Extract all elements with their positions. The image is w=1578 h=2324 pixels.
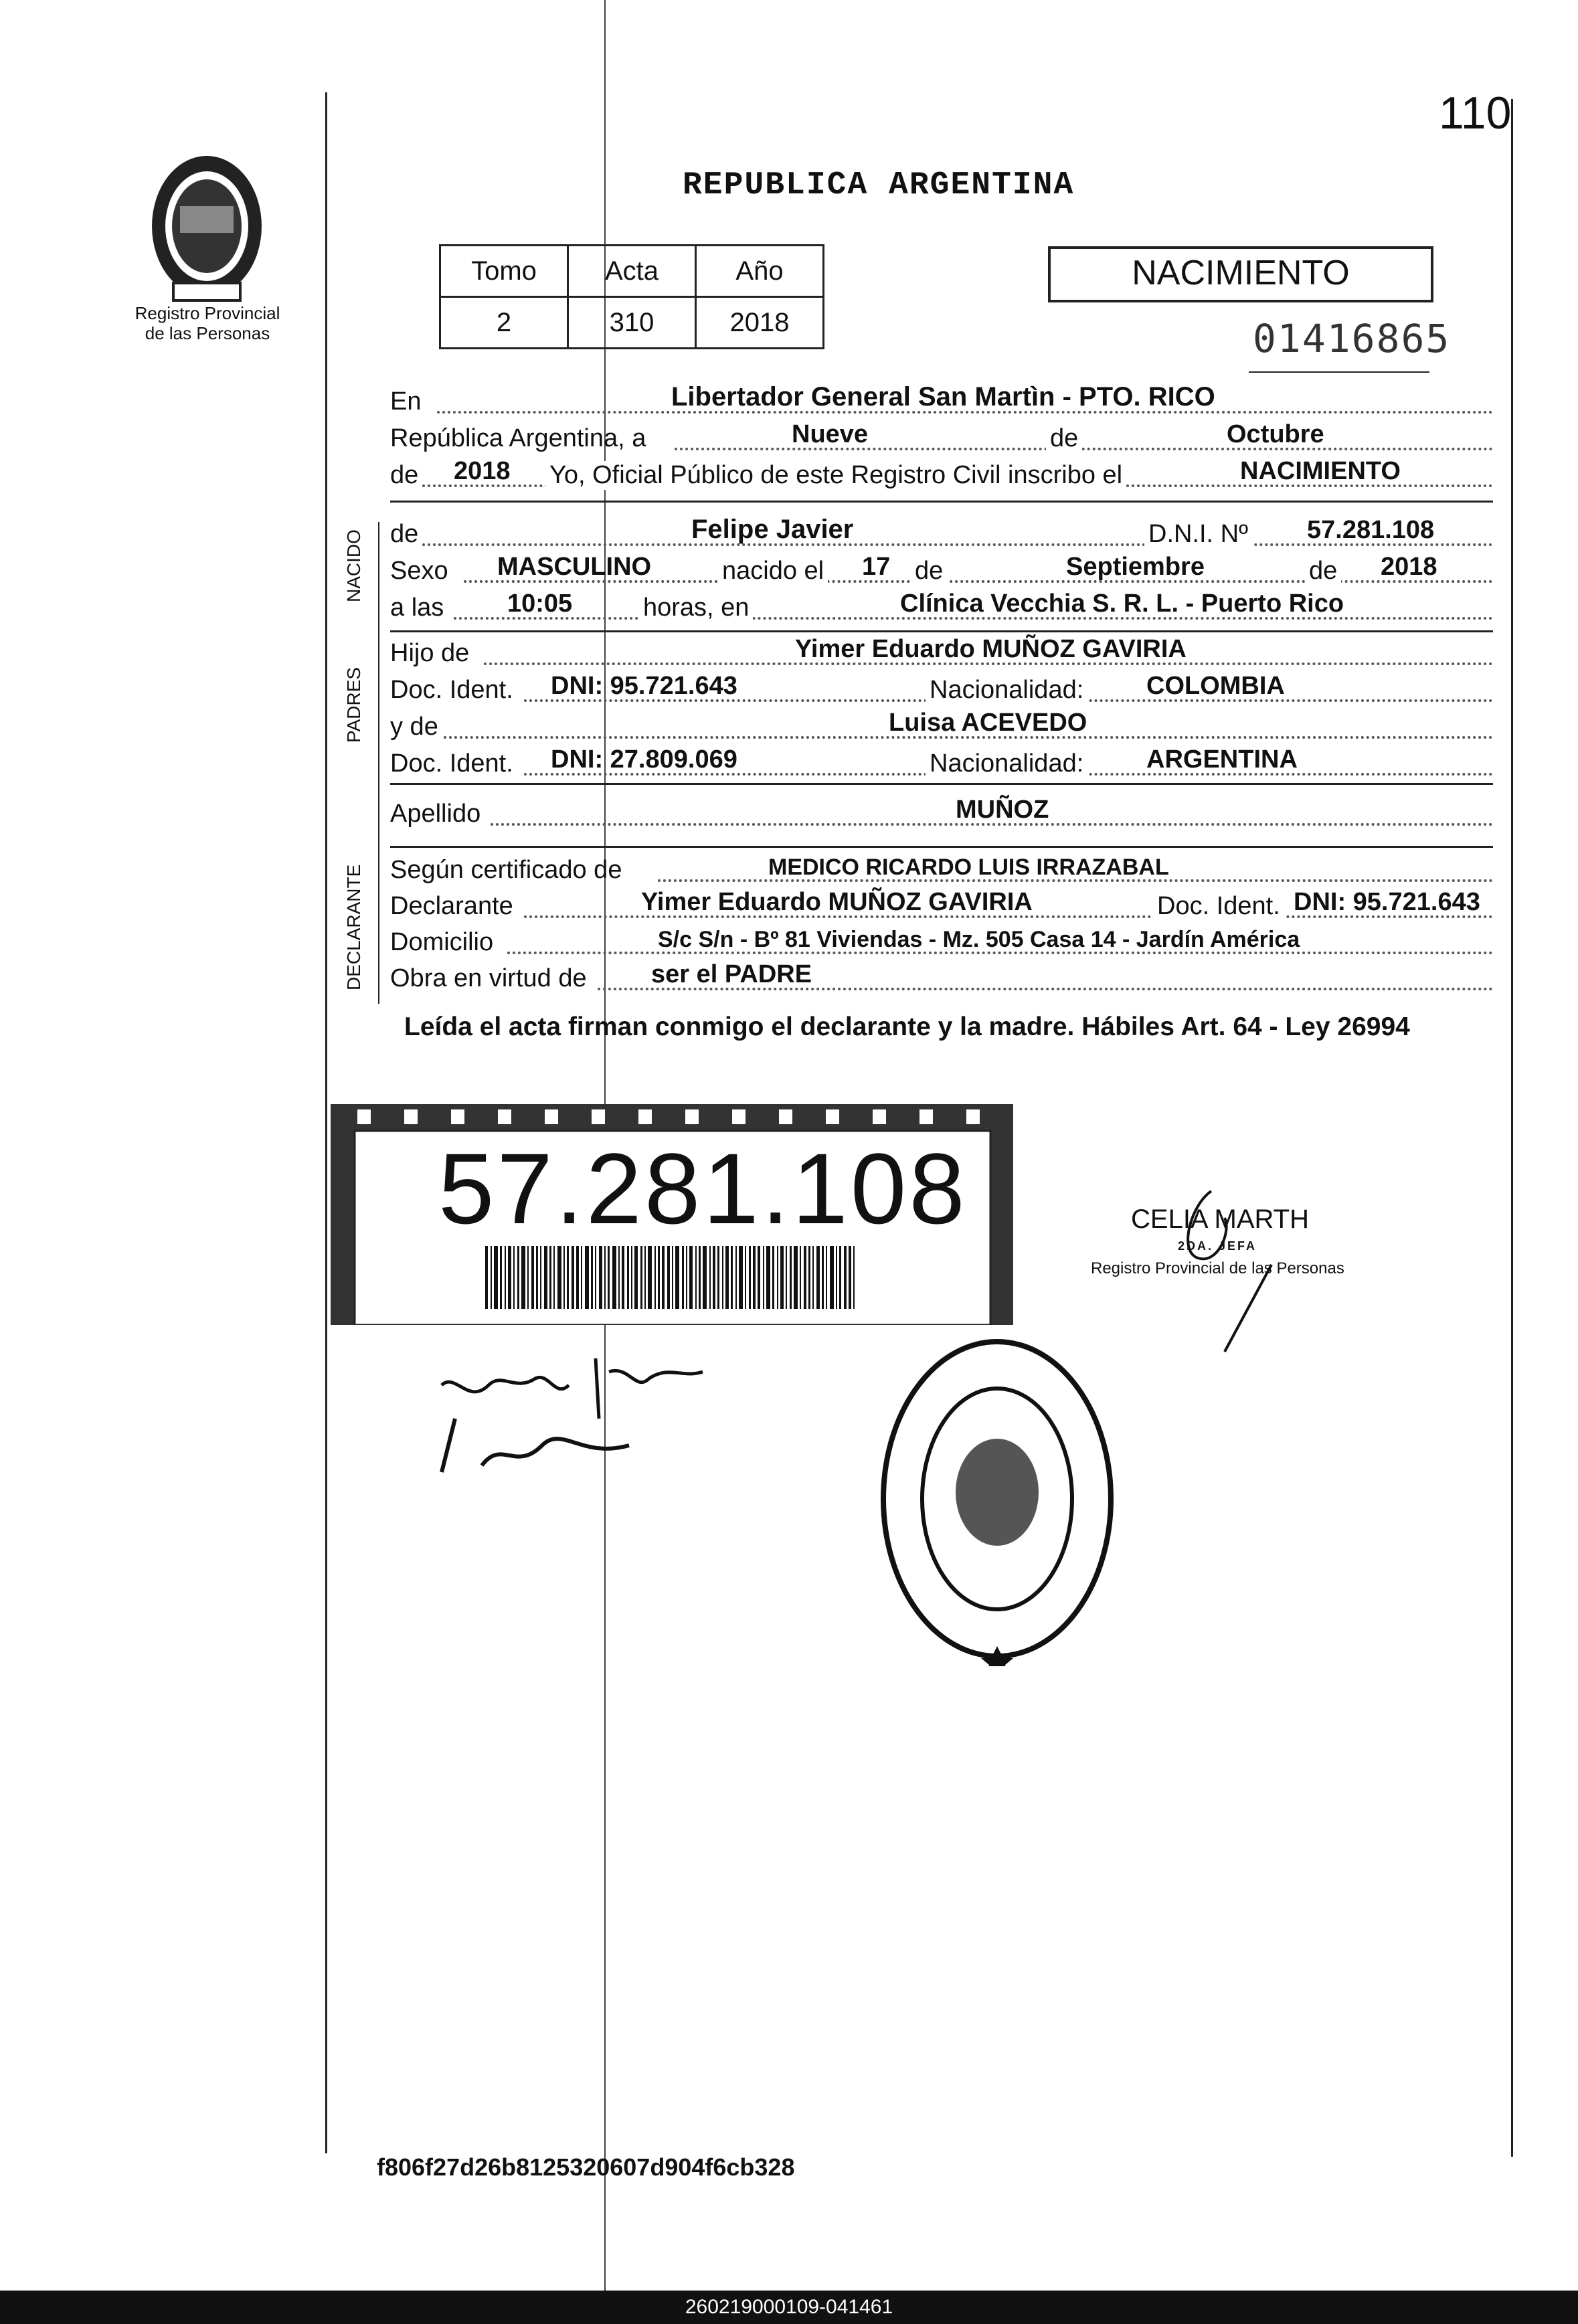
dom-label: Domicilio: [390, 928, 494, 956]
signature-icon: [1098, 1178, 1298, 1365]
nacido-de3-label: de: [1305, 557, 1341, 586]
right-margin-line: [1511, 99, 1513, 2157]
left-margin-line: [325, 92, 327, 2153]
father-doc-value: DNI: 95.721.643: [551, 672, 737, 700]
apellido-value: MUÑOZ: [956, 796, 1049, 824]
row-father: [390, 634, 1493, 671]
birth-place-value: Clínica Vecchia S. R. L. - Puerto Rico: [900, 590, 1344, 618]
logo-caption-line1: Registro Provincial: [135, 303, 280, 323]
row-hora: [390, 589, 1493, 625]
decl-doc-value: DNI: 95.721.643: [1294, 888, 1480, 916]
row-sexo: [390, 552, 1493, 588]
dom-value: S/c S/n - Bº 81 Viviendas - Mz. 505 Casa 14 - Jardín América: [658, 927, 1300, 952]
official-name: CELIA MARTH: [1131, 1204, 1309, 1234]
month-value: Octubre: [1227, 420, 1324, 448]
mother-nat-label: Nacionalidad:: [926, 749, 1087, 778]
nacido-de-label: de: [390, 520, 419, 548]
row-republica: [390, 420, 1493, 456]
row-certificado: [390, 851, 1493, 887]
row-en: [390, 383, 1493, 419]
separator-4: [390, 846, 1493, 848]
tomo-header: Tomo: [440, 246, 568, 297]
row-nacido-name: [390, 515, 1493, 551]
hijo-label: Hijo de: [390, 639, 470, 667]
register-table: [439, 244, 824, 349]
nacido-el-label: nacido el: [718, 557, 828, 586]
province-logo: [143, 153, 270, 306]
signatures: [428, 1345, 750, 1479]
yo-label: Yo, Oficial Público de este Registro Civil inscribo el: [545, 461, 1126, 490]
serial-number: 01416865: [1253, 316, 1451, 361]
decl-doc-label: Doc. Ident.: [1153, 892, 1284, 921]
official-seal: [877, 1332, 1118, 1666]
legal-text: Leída el acta firman conmigo el declarante y la madre. Hábiles Art. 64 - Ley 26994: [404, 1012, 1410, 1041]
father-doc-label: Doc. Ident.: [390, 676, 513, 704]
separator-3: [390, 783, 1493, 785]
decl-label: Declarante: [390, 892, 513, 920]
sexo-label: Sexo: [390, 557, 448, 585]
mother-doc-label: Doc. Ident.: [390, 749, 513, 778]
cert-value: MEDICO RICARDO LUIS IRRAZABAL: [768, 855, 1169, 880]
obra-value: ser el PADRE: [651, 960, 812, 988]
row-mother: [390, 708, 1493, 744]
nacido-de2-label: de: [911, 557, 947, 586]
separator-1: [390, 501, 1493, 503]
de2-label: de: [390, 461, 419, 489]
acta-value: 310: [568, 297, 696, 349]
en-value: Libertador General San Martìn - PTO. RICO: [671, 382, 1215, 412]
footer-code: 260219000109-041461: [0, 2291, 1578, 2324]
cert-label: Según certificado de: [390, 856, 622, 884]
document-title: REPUBLICA ARGENTINA: [683, 167, 1075, 203]
row-year: [390, 456, 1493, 493]
alas-label: a las: [390, 594, 444, 622]
anio-value: 2018: [696, 297, 824, 349]
obra-label: Obra en virtud de: [390, 964, 587, 992]
official-org: Registro Provincial de las Personas: [1091, 1259, 1344, 1277]
mother-doc-value: DNI: 27.809.069: [551, 745, 737, 774]
barcode-bars: [485, 1246, 860, 1309]
mother-nat-value: ARGENTINA: [1146, 745, 1298, 774]
act-value: NACIMIENTO: [1240, 457, 1401, 485]
barcode-number: 57.281.108: [438, 1132, 968, 1245]
separator-2: [390, 630, 1493, 632]
apellido-label: Apellido: [390, 800, 481, 828]
time-value: 10:05: [507, 590, 573, 618]
yde-label: y de: [390, 713, 438, 741]
birth-year-value: 2018: [1381, 553, 1437, 581]
serial-underline: [1249, 371, 1429, 373]
row-declarante: [390, 887, 1493, 923]
row-obra: [390, 960, 1493, 996]
name-value: Felipe Javier: [691, 515, 854, 544]
year-value: 2018: [454, 457, 511, 485]
day-value: Nueve: [792, 420, 869, 448]
coat-of-arms-icon: [143, 153, 270, 306]
padres-section-label: PADRES: [343, 666, 364, 743]
nacido-section-label: NACIDO: [343, 529, 364, 602]
tomo-value: 2: [440, 297, 568, 349]
birth-day-value: 17: [862, 553, 891, 581]
horas-label: horas, en: [639, 594, 753, 622]
sexo-value: MASCULINO: [497, 553, 652, 581]
barcode-bars-icon: [485, 1246, 860, 1309]
row-apellido: [390, 795, 1493, 831]
row-mother-doc: [390, 745, 1493, 781]
birth-month-value: Septiembre: [1066, 553, 1205, 581]
official-signature: [1098, 1178, 1298, 1365]
mother-value: Luisa ACEVEDO: [889, 709, 1087, 737]
father-nat-label: Nacionalidad:: [926, 676, 1087, 705]
acta-header: Acta: [568, 246, 696, 297]
handwritten-signature-icon: [428, 1345, 750, 1479]
row-domicilio: [390, 923, 1493, 960]
logo-caption: [114, 303, 301, 343]
father-nat-value: COLOMBIA: [1146, 672, 1285, 700]
dni-value: 57.281.108: [1307, 516, 1435, 544]
row-father-doc: [390, 671, 1493, 707]
republica-label: República Argentina, a: [390, 424, 646, 452]
decl-value: Yimer Eduardo MUÑOZ GAVIRIA: [641, 888, 1033, 916]
page-number: 110: [1439, 88, 1512, 139]
document-hash: f806f27d26b8125320607d904f6cb328: [377, 2153, 795, 2181]
anio-header: Año: [696, 246, 824, 297]
act-type-box: NACIMIENTO: [1048, 246, 1433, 302]
declarante-section-label: DECLARANTE: [343, 864, 364, 990]
de-label: de: [1046, 424, 1082, 453]
section-rule: [378, 522, 379, 1004]
en-label: En: [390, 387, 422, 416]
dni-label: D.N.I. Nº: [1144, 520, 1252, 549]
official-role: 2DA. JEFA: [1178, 1239, 1257, 1253]
seal-icon: [877, 1332, 1118, 1666]
father-value: Yimer Eduardo MUÑOZ GAVIRIA: [795, 635, 1187, 663]
logo-caption-line2: de las Personas: [145, 323, 270, 343]
